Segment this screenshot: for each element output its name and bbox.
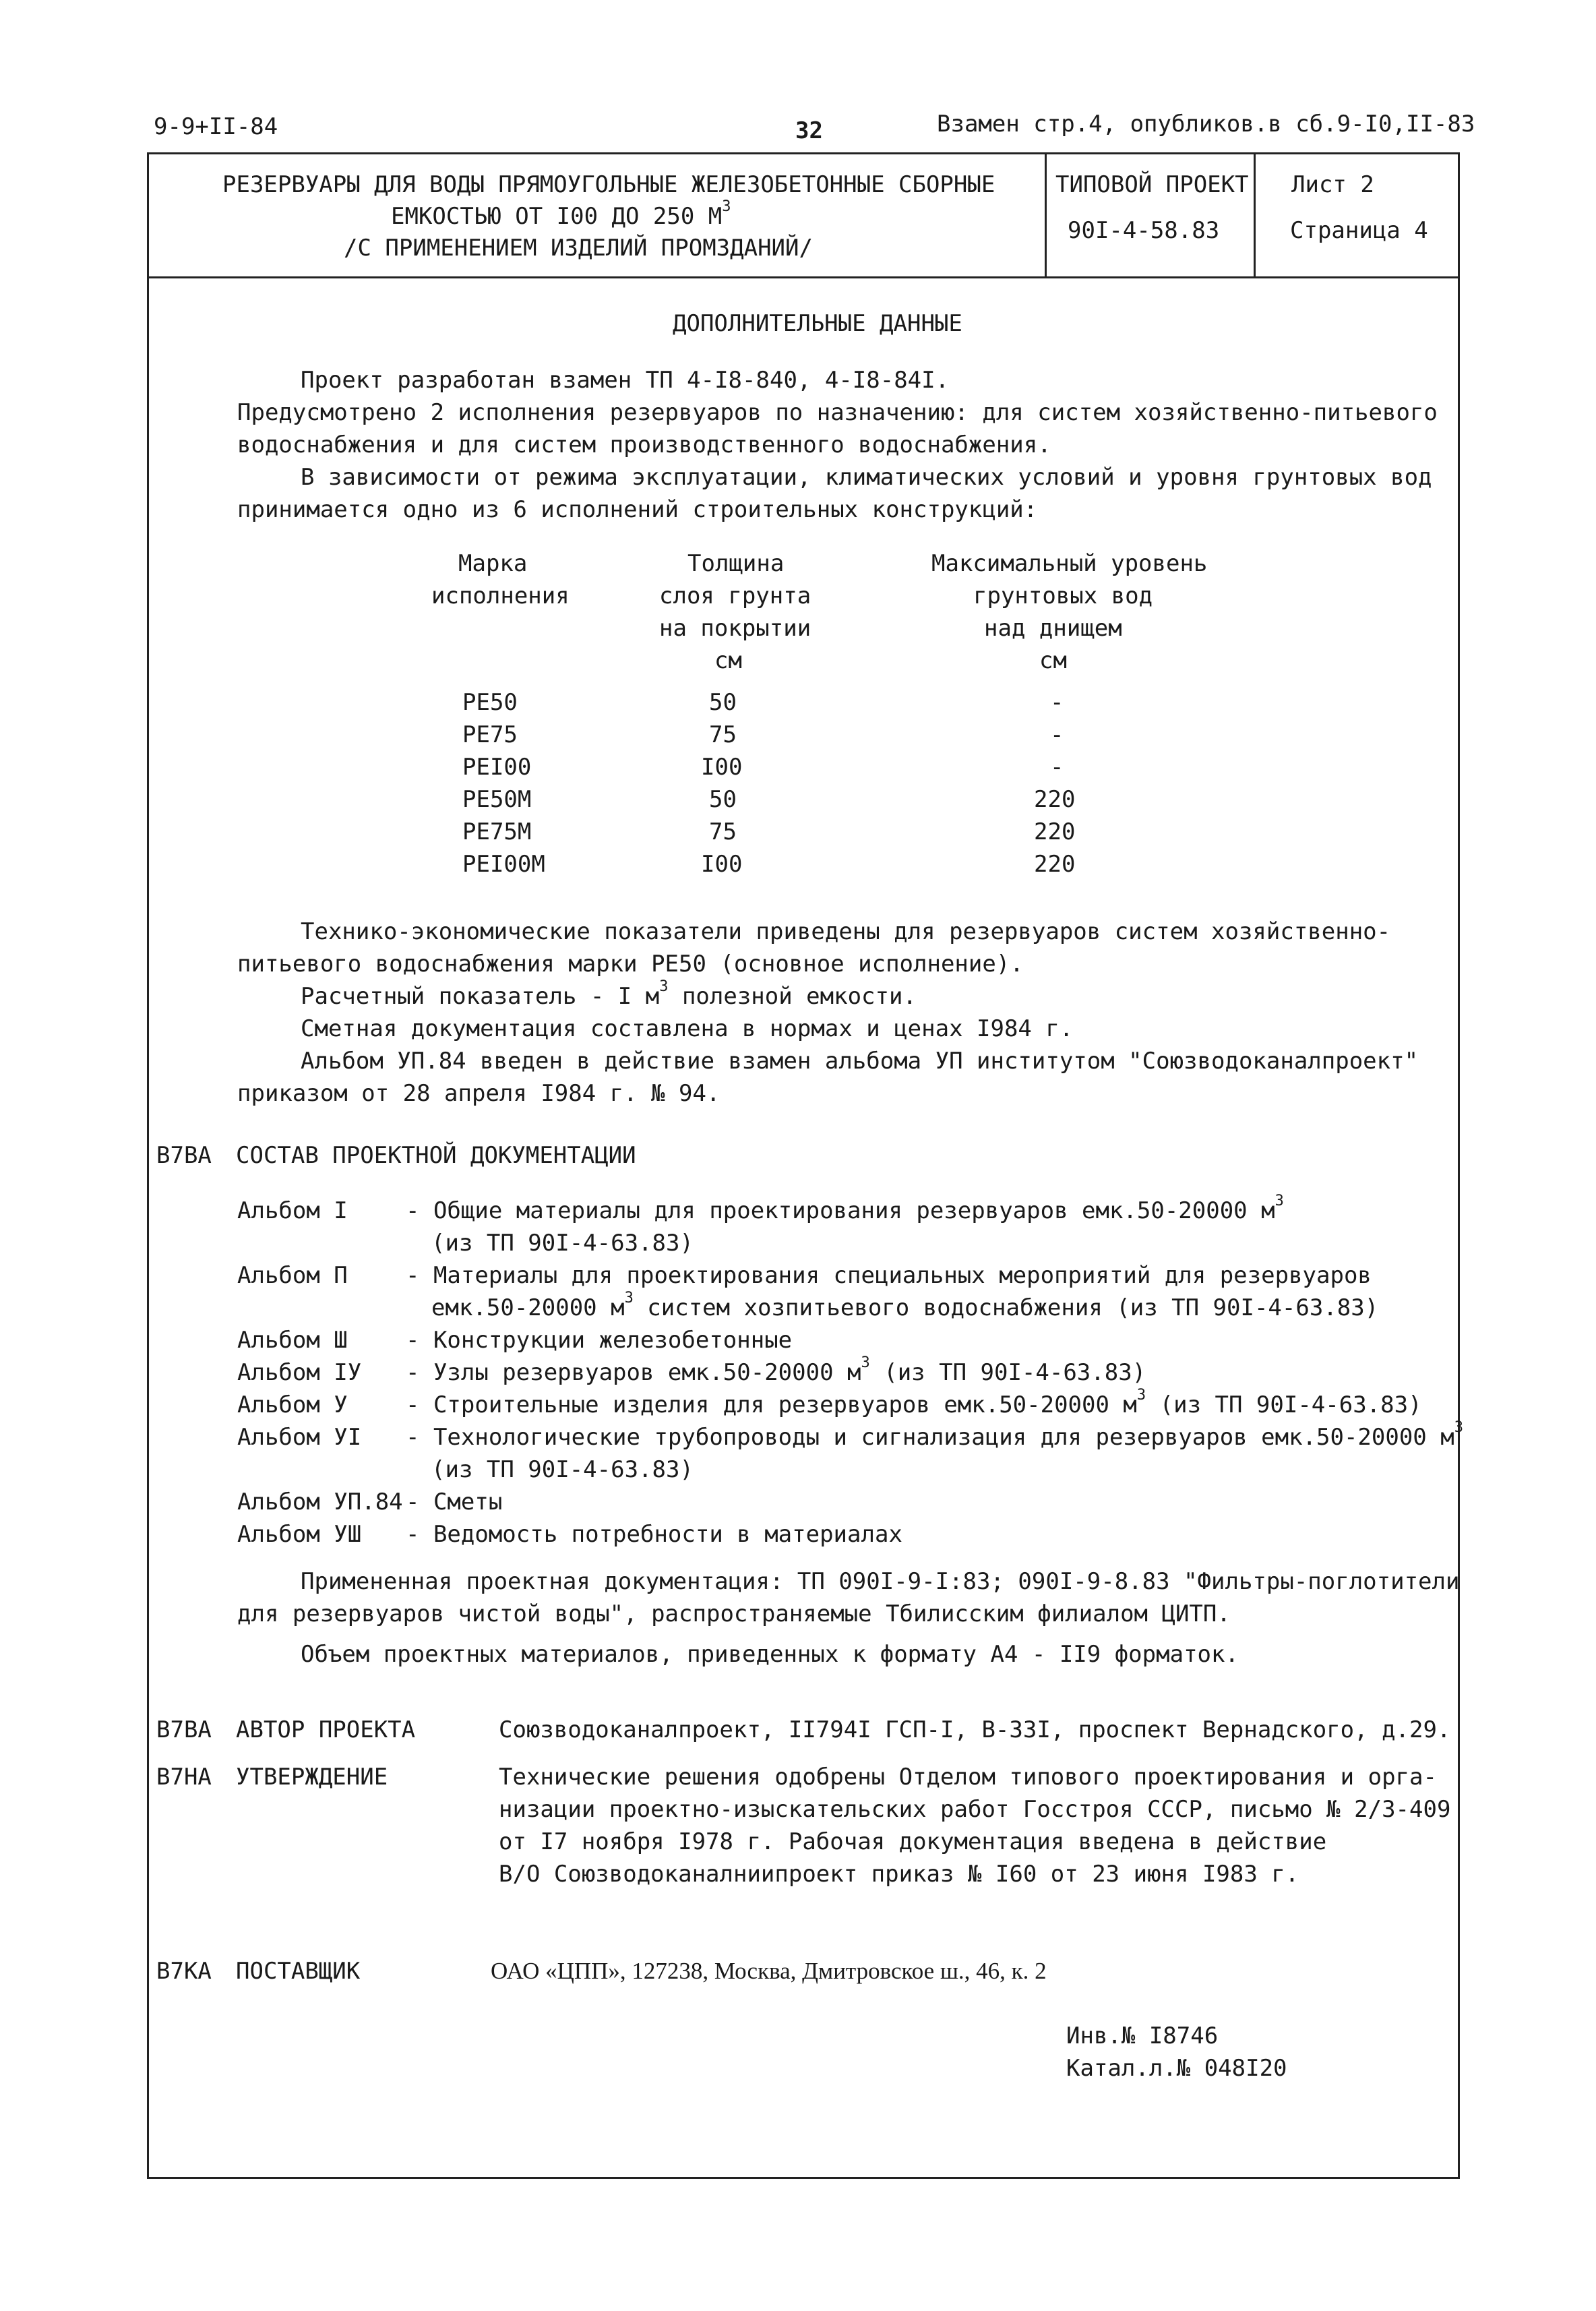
- section-code: В7НА: [156, 1764, 212, 1791]
- section-code: В7КА: [156, 1958, 212, 1985]
- section-code: В7ВА: [156, 1716, 212, 1743]
- table-cell-mark: РЕ50: [462, 689, 518, 716]
- table-header-thickness: слоя грунта: [659, 582, 811, 609]
- table-cell-mark: РЕI00: [462, 754, 532, 781]
- page-code: 9-9+II-84: [154, 113, 278, 140]
- table-cell-thickness: 75: [709, 721, 737, 748]
- album-description: - Общие материалы для проектирования резервуаров емк.50-20000 $м^3$: [406, 1193, 1284, 1224]
- album-name: Альбом П: [237, 1262, 348, 1289]
- table-cell-thickness: I00: [701, 754, 743, 781]
- album-name: Альбом I: [237, 1197, 348, 1224]
- inventory-number: Инв.№ I8746: [1066, 2022, 1219, 2049]
- catalog-number: Катал.л.№ 048I20: [1066, 2055, 1287, 2082]
- paragraph: Объем проектных материалов, приведенных к формату А4 - II9 форматок.: [301, 1641, 1239, 1668]
- album-description: - Сметы: [406, 1489, 503, 1515]
- replaces-note: Взамен стр.4, опубликов.в сб.9-I0,II-83: [937, 111, 1475, 138]
- project-label: ТИПОВОЙ ПРОЕКТ: [1055, 171, 1249, 198]
- table-header-level: Максимальный уровень: [931, 550, 1208, 577]
- album-name: Альбом УI: [237, 1424, 362, 1451]
- section-heading: СОСТАВ ПРОЕКТНОЙ ДОКУМЕНТАЦИИ: [236, 1142, 636, 1169]
- title-block-bottom-line: [147, 276, 1460, 278]
- album-description: (из ТП 90I-4-63.83): [431, 1456, 694, 1483]
- paragraph: питьевого водоснабжения марки РЕ50 (основное исполнение).: [237, 951, 1024, 978]
- project-code: 90I-4-58.83: [1068, 217, 1220, 244]
- album-name: Альбом IУ: [237, 1359, 362, 1386]
- album-name: Альбом У: [237, 1391, 348, 1418]
- album-description: - Технологические трубопроводы и сигнализация для резервуаров емк.50-20000 $м^3$: [406, 1419, 1463, 1451]
- page-number: 32: [795, 117, 823, 144]
- album-name: Альбом Ш: [237, 1327, 348, 1354]
- table-cell-level: 220: [1034, 818, 1076, 845]
- paragraph: Примененная проектная документация: ТП 090I-9-I:83; 090I-9-8.83 "Фильтры-поглотители: [301, 1568, 1460, 1595]
- page-label: Страница 4: [1290, 217, 1428, 244]
- section-text: Союзводоканалпроект, II794I ГСП-I, В-33I, проспект Вернадского, д.29.: [499, 1716, 1451, 1743]
- album-description: - Материалы для проектирования специальных мероприятий для резервуаров: [406, 1262, 1372, 1289]
- table-header-thickness: см: [714, 647, 742, 674]
- table-cell-level: 220: [1034, 786, 1076, 813]
- table-cell-thickness: 50: [709, 786, 737, 813]
- album-name: Альбом УП.84: [237, 1489, 403, 1515]
- album-description: (из ТП 90I-4-63.83): [431, 1230, 694, 1257]
- paragraph: водоснабжения и для систем производственного водоснабжения.: [237, 431, 1051, 458]
- table-cell-thickness: I00: [701, 851, 743, 878]
- section-text: В/О Союзводоканалниипроект приказ № I60 от 23 июня I983 г.: [499, 1861, 1299, 1888]
- section-text: ОАО «ЦПП», 127238, Москва, Дмитровское ш., 46, к. 2: [491, 1958, 1047, 1984]
- table-header-level: над днищем: [984, 615, 1122, 642]
- section-label: УТВЕРЖДЕНИЕ: [236, 1764, 388, 1791]
- title-line-1: РЕЗЕРВУАРЫ ДЛЯ ВОДЫ ПРЯМОУГОЛЬНЫЕ ЖЕЛЕЗОБЕТОННЫЕ СБОРНЫЕ: [222, 171, 995, 198]
- table-header-thickness: на покрытии: [659, 615, 811, 642]
- title-line-2: ЕМКОСТЬЮ ОТ I00 ДО 250 $М^3$: [391, 198, 731, 230]
- section-text: низации проектно-изыскательских работ Госстроя СССР, письмо № 2/3-409: [499, 1796, 1451, 1823]
- section-text: Технические решения одобрены Отделом типового проектирования и орга-: [499, 1764, 1437, 1791]
- sheet-number: Лист 2: [1291, 171, 1374, 198]
- table-cell-level: -: [1050, 721, 1064, 748]
- table-cell-level: -: [1050, 754, 1064, 781]
- title-block-divider-1: [1045, 152, 1047, 278]
- paragraph: Альбом УП.84 введен в действие взамен альбома УП институтом "Союзводоканалпроект": [301, 1048, 1419, 1075]
- table-header-mark: Марка: [458, 550, 528, 577]
- title-line-3: /С ПРИМЕНЕНИЕМ ИЗДЕЛИЙ ПРОМЗДАНИЙ/: [344, 235, 813, 262]
- section-label: ПОСТАВЩИК: [236, 1958, 361, 1985]
- paragraph: В зависимости от режима эксплуатации, климатических условий и уровня грунтовых вод: [301, 464, 1432, 491]
- album-description: - Конструкции железобетонные: [406, 1327, 793, 1354]
- table-cell-mark: РЕ75М: [462, 818, 532, 845]
- paragraph: приказом от 28 апреля I984 г. № 94.: [237, 1080, 720, 1107]
- table-cell-thickness: 50: [709, 689, 737, 716]
- section-code: В7ВА: [156, 1142, 212, 1169]
- paragraph: Проект разработан взамен ТП 4-I8-840, 4-I8-84I.: [301, 367, 950, 394]
- album-description: емк.50-20000 $м^3$ систем хозпитьевого водоснабжения (из ТП 90I-4-63.83): [431, 1290, 1379, 1321]
- table-cell-mark: РЕ50М: [462, 786, 532, 813]
- paragraph: Сметная документация составлена в нормах и ценах I984 г.: [301, 1015, 1074, 1042]
- paragraph: Расчетный показатель - I $м^3$ полезной емкости.: [301, 978, 917, 1010]
- table-header-level: грунтовых вод: [973, 582, 1153, 609]
- table-cell-level: -: [1050, 689, 1064, 716]
- table-cell-thickness: 75: [709, 818, 737, 845]
- table-header-mark: исполнения: [431, 582, 570, 609]
- paragraph: принимается одно из 6 исполнений строительных конструкций:: [237, 496, 1038, 523]
- paragraph: для резервуаров чистой воды", распространяемые Тбилисским филиалом ЦИТП.: [237, 1600, 1231, 1627]
- table-cell-mark: РЕI00М: [462, 851, 545, 878]
- table-cell-mark: РЕ75: [462, 721, 518, 748]
- album-name: Альбом УШ: [237, 1521, 362, 1548]
- title-block-divider-2: [1254, 152, 1256, 278]
- paragraph: Технико-экономические показатели приведены для резервуаров систем хозяйственно-: [301, 918, 1391, 945]
- section-text: от I7 ноября I978 г. Рабочая документация введена в действие: [499, 1828, 1327, 1855]
- paragraph: Предусмотрено 2 исполнения резервуаров по назначению: для систем хозяйственно-питьевого: [237, 399, 1438, 426]
- section-heading: ДОПОЛНИТЕЛЬНЫЕ ДАННЫЕ: [673, 310, 962, 337]
- album-description: - Строительные изделия для резервуаров емк.50-20000 $м^3$ (из ТП 90I-4-63.83): [406, 1387, 1422, 1418]
- table-header-level: см: [1039, 647, 1067, 674]
- album-description: - Узлы резервуаров емк.50-20000 $м^3$ (из ТП 90I-4-63.83): [406, 1354, 1146, 1386]
- album-description: - Ведомость потребности в материалах: [406, 1521, 902, 1548]
- table-header-thickness: Толщина: [687, 550, 785, 577]
- section-label: АВТОР ПРОЕКТА: [236, 1716, 416, 1743]
- table-cell-level: 220: [1034, 851, 1076, 878]
